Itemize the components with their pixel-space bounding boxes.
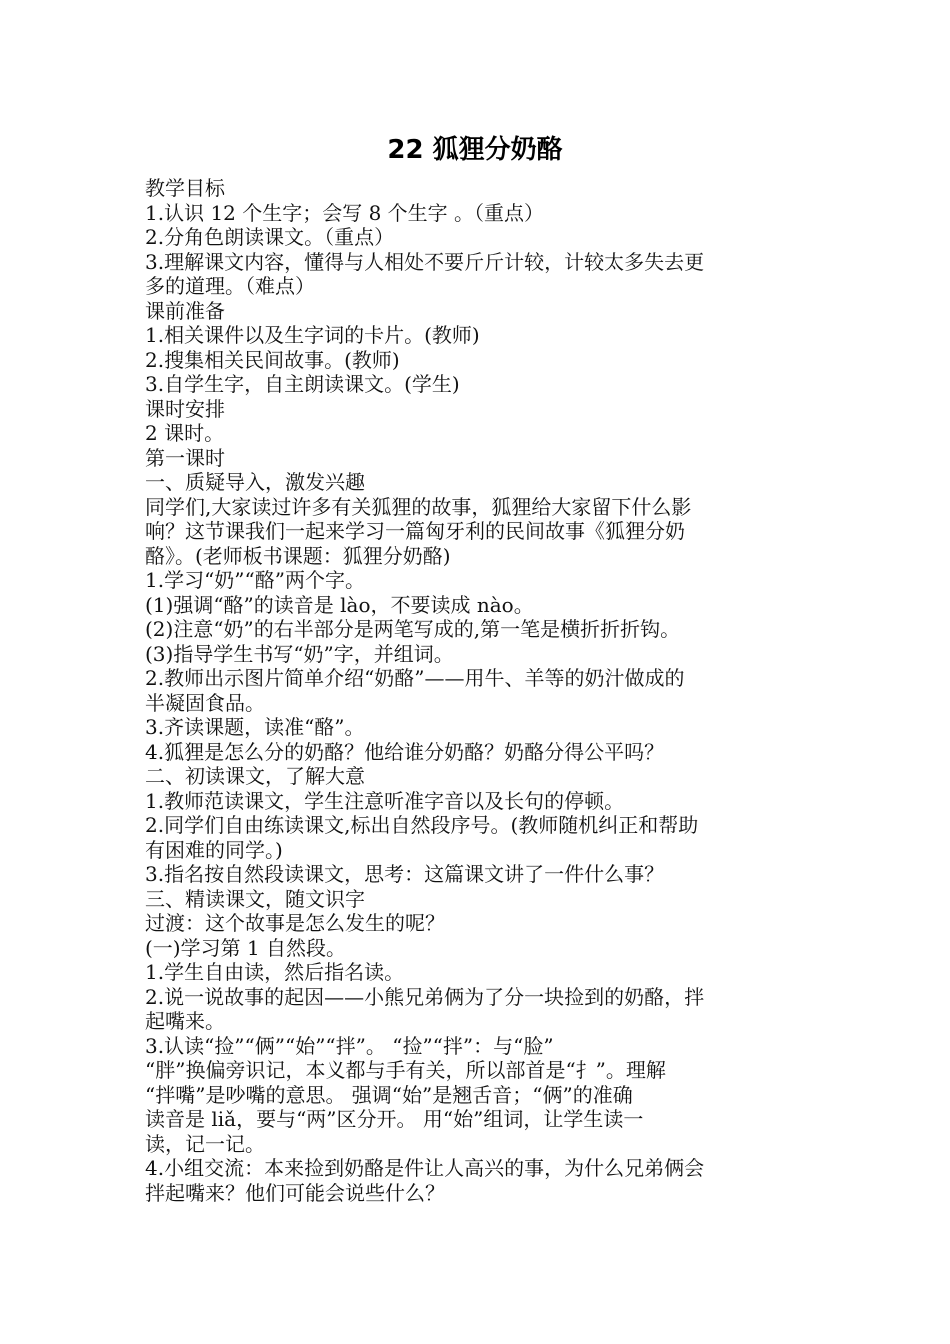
text-line: 过渡：这个故事是怎么发生的呢？: [145, 911, 445, 935]
text-line: 半凝固食品。: [145, 690, 265, 715]
text-line: “胖”换偏旁识记，本义都与手有关，所以部首是“扌”。理解: [145, 1058, 666, 1082]
text-line: 3.理解课文内容，懂得与人相处不要斤斤计较，计较太多失去更: [145, 249, 705, 274]
text-line: 课前准备: [145, 298, 225, 323]
text-line: 2.同学们自由练读课文,标出自然段序号。(教师随机纠正和帮助: [145, 813, 699, 837]
text-line: “拌嘴”是吵嘴的意思。 强调“始”是翘舌音；“俩”的准确: [145, 1082, 633, 1107]
text-line: 2.教师出示图片简单介绍“奶酪”——用牛、羊等的奶汁做成的: [145, 666, 685, 690]
document-title: 22 狐狸分奶酪: [387, 135, 563, 165]
text-line: 一、质疑导入，激发兴趣: [145, 470, 365, 494]
text-line: 第一课时: [145, 445, 225, 470]
text-line: 2.说一说故事的起因——小熊兄弟俩为了分一块捡到的奶酪，拌: [145, 984, 705, 1009]
text-line: 读，记一记。: [145, 1131, 265, 1156]
text-line: 起嘴来。: [145, 1009, 225, 1033]
text-line: 1.认识 12 个生字；会写 8 个生字 。（重点）: [145, 200, 545, 225]
text-line: (2)注意“奶”的右半部分是两笔写成的,第一笔是横折折折钩。: [145, 617, 681, 641]
text-line: (1)强调“酪”的读音是 lào，不要读成 nào。: [145, 592, 534, 617]
text-line: 1.教师范读课文，学生注意听准字音以及长句的停顿。: [145, 788, 625, 813]
text-line: 2.分角色朗读课文。（重点）: [145, 225, 395, 249]
text-line: 二、初读课文，了解大意: [145, 764, 365, 788]
text-line: (3)指导学生书写“奶”字，并组词。: [145, 641, 454, 666]
text-line: 同学们,大家读过许多有关狐狸的故事，狐狸给大家留下什么影: [145, 494, 692, 519]
text-line: 读音是 liǎ，要与“两”区分开。 用“始”组词，让学生读一: [145, 1107, 644, 1131]
text-line: 1.学习“奶”“酪”两个字。: [145, 568, 365, 592]
text-line: 1.相关课件以及生字词的卡片。(教师): [145, 323, 480, 347]
text-line: 教学目标: [145, 176, 225, 200]
text-line: 1.学生自由读，然后指名读。: [145, 960, 405, 984]
text-line: (一)学习第 1 自然段。: [145, 935, 347, 960]
text-line: 3.齐读课题，读准“酪”。: [145, 715, 365, 739]
text-line: 酪》。(老师板书课题：狐狸分奶酪): [145, 543, 451, 568]
text-line: 3.自学生字，自主朗读课文。(学生): [145, 372, 460, 396]
text-line: 响？这节课我们一起来学习一篇匈牙利的民间故事《狐狸分奶: [145, 519, 685, 543]
text-line: 拌起嘴来？他们可能会说些什么？: [145, 1180, 445, 1205]
text-line: 三、精读课文，随文识字: [145, 886, 365, 911]
text-line: 多的道理。（难点）: [145, 274, 315, 298]
text-line: 有困难的同学。): [145, 837, 283, 862]
text-line: 4.狐狸是怎么分的奶酪？他给谁分奶酪？奶酪分得公平吗？: [145, 739, 665, 764]
text-line: 4.小组交流：本来捡到奶酪是件让人高兴的事，为什么兄弟俩会: [145, 1156, 705, 1180]
text-line: 2 课时。: [145, 421, 225, 445]
text-line: 课时安排: [145, 396, 225, 421]
document-body: [145, 176, 815, 1205]
text-line: 3.指名按自然段读课文，思考：这篇课文讲了一件什么事？: [145, 862, 665, 886]
text-line: 3.认读“捡”“俩”“始”“拌”。 “捡”“拌”：与“脸”: [145, 1033, 554, 1058]
text-line: 2.搜集相关民间故事。(教师): [145, 347, 400, 372]
